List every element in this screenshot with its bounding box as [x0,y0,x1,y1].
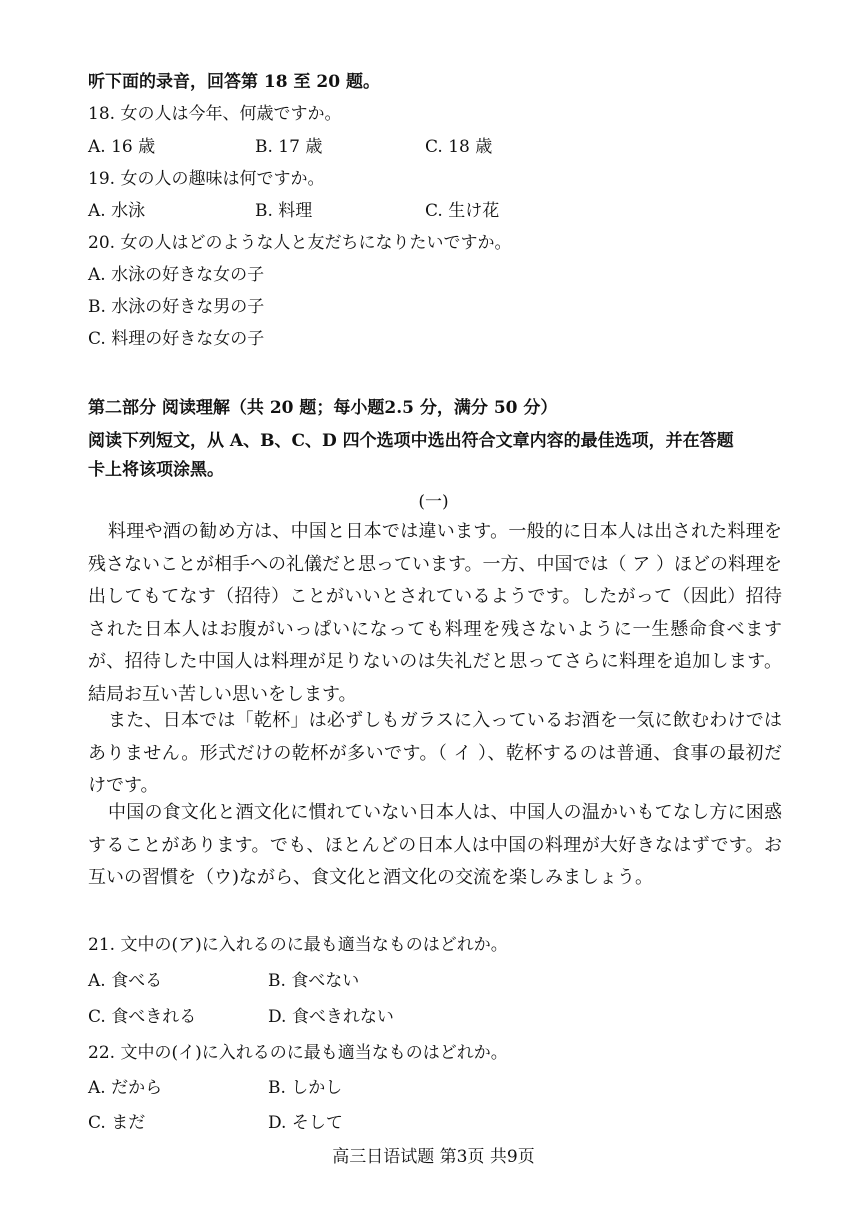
question-19-stem: 19. 女の人の趣味は何ですか。 [88,169,325,189]
question-22-option-d: D. そして [268,1113,343,1133]
question-18-option-c: C. 18 歳 [425,137,493,157]
question-21-option-a: A. 食べる [88,971,163,991]
passage-paragraph-2: また、日本では「乾杯」は必ずしもガラスに入っているお酒を一気に飲むわけではありません。形式だけの乾杯が多いです。（ イ ）、乾杯するのは普通、食事の最初だけです。 [88,710,782,796]
question-22-stem: 22. 文中の(イ)に入れるのに最も適当なものはどれか。 [88,1043,508,1063]
page-footer: 高三日语试题 第3页 共9页 [332,1147,535,1167]
question-20-stem: 20. 女の人はどのような人と友だちになりたいですか。 [88,233,512,253]
reading-section-title: 第二部分 阅读理解（共 20 题；每小题2.5 分，满分 50 分） [88,398,558,418]
reading-instruction-line1: 阅读下列短文，从 A、B、C、D 四个选项中选出符合文章内容的最佳选项，并在答题 [88,431,734,451]
question-21-option-c: C. 食べきれる [88,1007,197,1027]
question-20-option-b: B. 水泳の好きな男の子 [88,297,265,317]
question-22-option-c: C. まだ [88,1113,146,1133]
listening-instruction: 听下面的录音，回答第 18 至 20 题。 [88,72,380,92]
question-18-option-a: A. 16 歳 [88,137,156,157]
question-18-stem: 18. 女の人は今年、何歳ですか。 [88,104,342,124]
passage-paragraph-1: 料理や酒の勧め方は、中国と日本では違います。一般的に日本人は出された料理を残さないことが相手への礼儀だと思っています。一方、中国では（ ア ）ほどの料理を出してもてなす（招待）ことがいいとされているようです。したがって（因此）招待された日本人はお腹がいっぱいになっても料理を残さないように一生懸命食べますが、招待した中国人は料理が足りないのは失礼だと思ってさらに料理を追加します。結局お互い苦しい思いをします。 [88,521,782,705]
question-19-option-a: A. 水泳 [88,201,146,221]
question-21-stem: 21. 文中の(ア)に入れるのに最も適当なものはどれか。 [88,935,508,955]
reading-instruction-line2: 卡上将该项涂黑。 [88,460,224,480]
question-22-option-b: B. しかし [268,1078,343,1098]
question-21-option-b: B. 食べない [268,971,360,991]
question-20-option-a: A. 水泳の好きな女の子 [88,265,265,285]
question-19-option-c: C. 生け花 [425,201,500,221]
passage-number: (一) [418,492,449,512]
question-20-option-c: C. 料理の好きな女の子 [88,329,265,349]
passage-paragraph-3: 中国の食文化と酒文化に慣れていない日本人は、中国人の温かいもてなし方に困惑することがあります。でも、ほとんどの日本人は中国の料理が大好きなはずです。お互いの習慣を（ウ)ながら、食文化と酒文化の交流を楽しみましょう。 [88,802,782,888]
question-19-option-b: B. 料理 [255,201,313,221]
question-18-option-b: B. 17 歳 [255,137,323,157]
question-22-option-a: A. だから [88,1078,163,1098]
question-21-option-d: D. 食べきれない [268,1007,394,1027]
